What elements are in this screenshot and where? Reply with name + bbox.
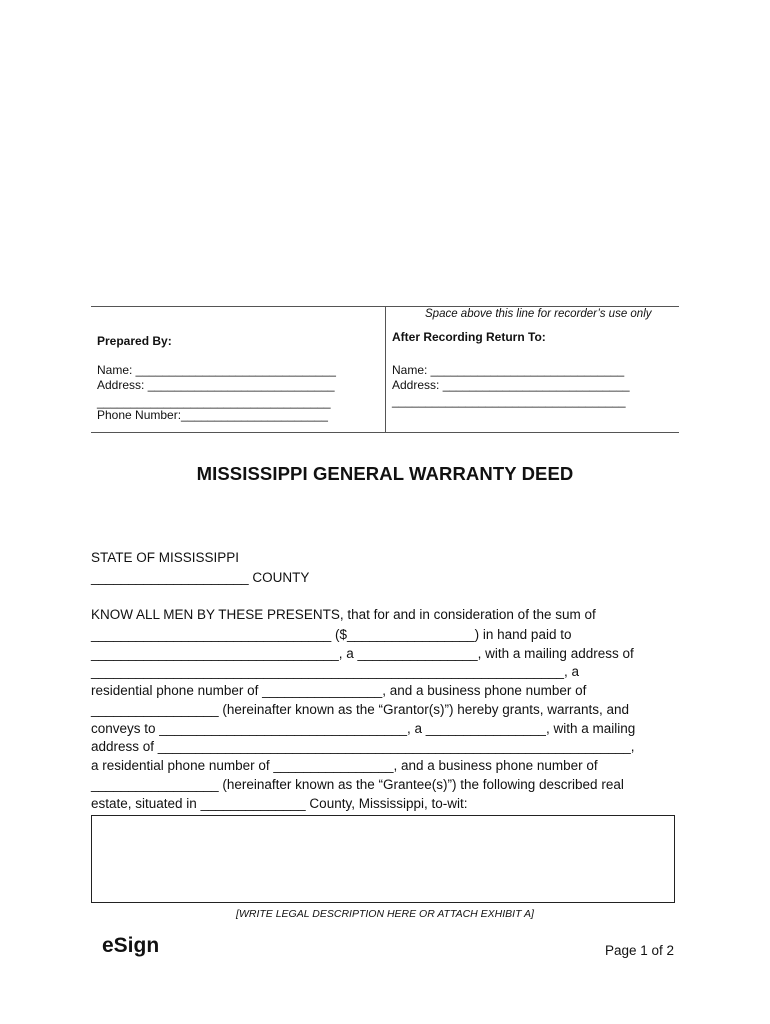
body-line: a residential phone number of ________________, and a business phone number of — [91, 758, 598, 773]
return-to-heading: After Recording Return To: — [392, 330, 546, 344]
county-field[interactable]: _____________________ COUNTY — [91, 570, 310, 585]
body-line: estate, situated in ______________ County, Mississippi, to-wit: — [91, 796, 468, 811]
body-line: conveys to _________________________________, a ________________, with a mailing — [91, 721, 636, 736]
body-line: address of _______________________________________________________________, — [91, 739, 635, 754]
esign-logo: eSign — [102, 934, 160, 957]
prepared-by-name-field[interactable]: Name: ______________________________ — [97, 363, 336, 377]
state-label: STATE OF MISSISSIPPI — [91, 550, 240, 565]
prepared-by-phone-field[interactable]: Phone Number:______________________ — [97, 408, 328, 422]
document-title: MISSISSIPPI GENERAL WARRANTY DEED — [196, 463, 574, 484]
body-line: _________________________________, a ________________, with a mailing address of — [91, 646, 634, 661]
section-divider — [385, 306, 386, 432]
recorder-line-bottom — [91, 432, 679, 433]
prepared-by-address-field[interactable]: Address: ____________________________ — [97, 378, 335, 392]
prepared-by-heading: Prepared By: — [97, 334, 172, 348]
return-to-name-field[interactable]: Name: _____________________________ — [392, 363, 625, 377]
return-to-address-line2-field[interactable]: ___________________________________ — [392, 394, 626, 408]
body-line: _______________________________________________________________, a — [91, 664, 580, 679]
body-line: residential phone number of ________________, and a business phone number of — [91, 683, 587, 698]
legal-description-caption: [WRITE LEGAL DESCRIPTION HERE OR ATTACH EXHIBIT A] — [236, 908, 534, 920]
body-line: _________________ (hereinafter known as the “Grantor(s)”) hereby grants, warrants, and — [91, 702, 630, 717]
prepared-by-address-line2-field[interactable]: ___________________________________ — [97, 395, 331, 409]
body-line: KNOW ALL MEN BY THESE PRESENTS, that for and in consideration of the sum of — [91, 607, 596, 622]
legal-description-box[interactable] — [91, 815, 675, 903]
body-line: ________________________________ ($_________________) in hand paid to — [91, 627, 572, 642]
recorder-note: Space above this line for recorder’s use only — [425, 308, 652, 320]
return-to-address-field[interactable]: Address: ____________________________ — [392, 378, 630, 392]
body-line: _________________ (hereinafter known as the “Grantee(s)”) the following described real — [91, 777, 624, 792]
page-number: Page 1 of 2 — [605, 943, 675, 958]
